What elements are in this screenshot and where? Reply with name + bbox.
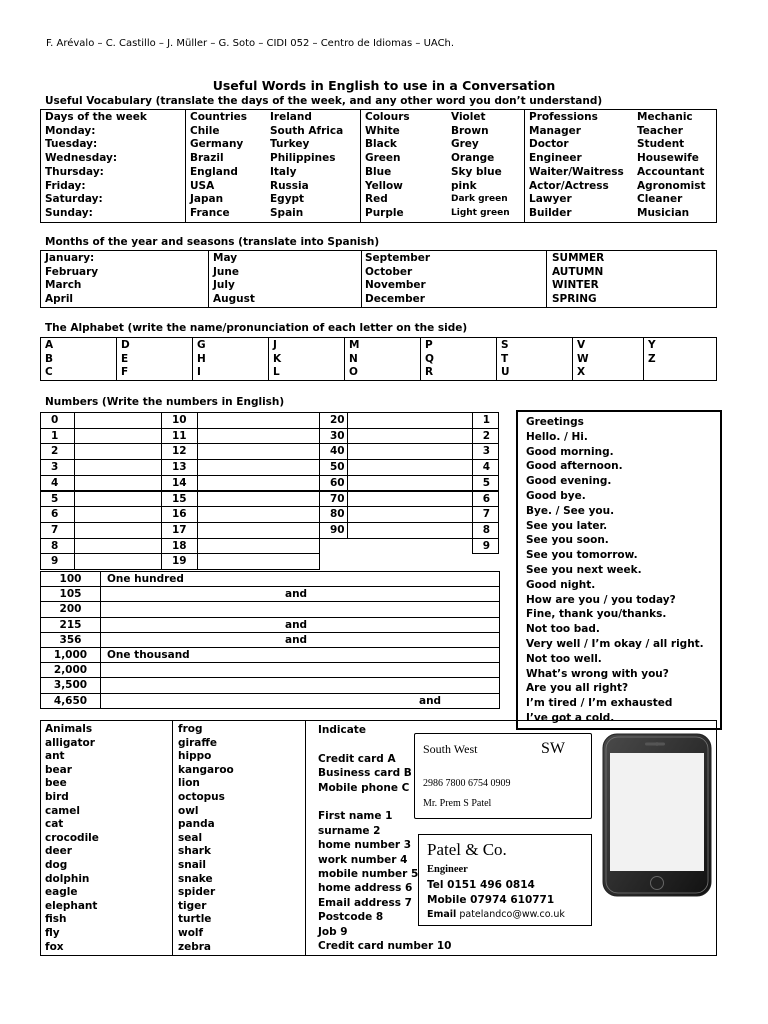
list-item: turtle <box>178 913 212 926</box>
number-answer-field[interactable] <box>347 491 473 508</box>
business-card-tel: Tel 0151 496 0814 <box>427 879 535 891</box>
number-answer-field[interactable] <box>197 412 320 429</box>
list-item: England <box>190 165 238 178</box>
colours-column-2 <box>451 111 510 221</box>
number-answer-field[interactable] <box>197 428 320 445</box>
big-number-answer-field[interactable] <box>100 632 500 648</box>
number-answer-field[interactable] <box>197 553 320 570</box>
list-item: Good morning. <box>526 445 614 458</box>
number-label: 70 <box>319 491 348 508</box>
list-item: Thursday: <box>45 165 104 178</box>
months-column-1 <box>45 252 98 307</box>
number-label: 19 <box>161 553 198 570</box>
list-item: Waiter/Waitress <box>529 165 624 178</box>
list-item: Yellow <box>365 179 403 192</box>
number-label: 0 <box>40 412 75 429</box>
header-authors: F. Arévalo – C. Castillo – J. Müller – G. Soto – CIDI 052 – Centro de Idiomas – UACh. <box>46 38 455 49</box>
alphabet-letter: C <box>45 366 53 378</box>
list-item: bear <box>45 763 72 776</box>
alphabet-letter: Y <box>648 339 656 351</box>
ordinal-number-label: 6 <box>472 491 499 508</box>
alphabet-letter: I <box>197 366 201 378</box>
list-item: Job 9 <box>318 925 348 938</box>
list-item: See you next week. <box>526 563 642 576</box>
alphabet-letter: E <box>121 352 129 365</box>
list-item: August <box>213 293 255 306</box>
list-item: Countries <box>190 111 248 123</box>
list-item: fish <box>45 913 67 926</box>
alphabet-letter: K <box>273 352 282 365</box>
business-card-job: Engineer <box>427 864 468 875</box>
list-item: Student <box>637 138 685 151</box>
number-answer-field[interactable] <box>74 553 162 570</box>
list-item: panda <box>178 818 215 831</box>
alphabet-heading: The Alphabet (write the name/pronunciation of each letter on the side) <box>45 322 468 334</box>
big-number-answer-field[interactable] <box>100 601 500 617</box>
list-item: Egypt <box>270 193 305 206</box>
number-label: 10 <box>161 412 198 429</box>
number-answer-field[interactable] <box>197 522 320 539</box>
number-label: 13 <box>161 459 198 476</box>
number-label: 16 <box>161 506 198 523</box>
list-item: Friday: <box>45 179 86 192</box>
ordinal-number-label: 9 <box>472 538 499 555</box>
list-item: SUMMER <box>552 252 605 264</box>
countries-column-1 <box>190 111 247 221</box>
big-number-answer-field[interactable] <box>100 693 500 709</box>
and-connector: and <box>285 633 308 646</box>
number-label: 1 <box>40 428 75 445</box>
list-item: deer <box>45 845 72 858</box>
months-heading: Months of the year and seasons (translate into Spanish) <box>45 236 380 248</box>
list-item: bird <box>45 790 69 803</box>
professions-column-2 <box>637 111 706 221</box>
list-item: Greetings <box>526 416 584 428</box>
big-number-answer-field[interactable] <box>100 617 500 633</box>
list-item: Mobile phone C <box>318 781 410 794</box>
number-label: 2 <box>40 443 75 460</box>
list-item: Brown <box>451 124 489 137</box>
alphabet-letter: N <box>349 352 358 365</box>
number-answer-field[interactable] <box>197 475 320 492</box>
list-item: Grey <box>451 138 479 151</box>
number-answer-field[interactable] <box>74 522 162 539</box>
list-item: snake <box>178 872 213 885</box>
colours-column-1 <box>365 111 410 221</box>
list-item: eagle <box>45 886 78 899</box>
number-answer-field[interactable] <box>74 428 162 445</box>
list-item: Professions <box>529 111 598 123</box>
number-answer-field[interactable] <box>347 443 473 460</box>
list-item: Animals <box>45 723 93 735</box>
list-item: October <box>365 265 413 278</box>
list-item: Sky blue <box>451 165 502 178</box>
ordinal-number-label: 7 <box>472 506 499 523</box>
list-item: Teacher <box>637 124 683 137</box>
list-item: Hello. / Hi. <box>526 430 588 443</box>
alphabet-table <box>40 337 717 381</box>
number-label: 60 <box>319 475 348 492</box>
list-item: frog <box>178 723 203 735</box>
list-item: mobile number 5 <box>318 868 419 881</box>
list-item: July <box>213 279 235 292</box>
list-item: work number 4 <box>318 853 408 866</box>
big-number-label: 200 <box>40 601 101 617</box>
number-answer-field[interactable] <box>197 506 320 523</box>
list-item: Germany <box>190 138 244 151</box>
big-number-label: 3,500 <box>40 677 101 693</box>
number-label: 80 <box>319 506 348 523</box>
number-label: 17 <box>161 522 198 539</box>
list-item: White <box>365 124 400 137</box>
list-item: Good afternoon. <box>526 460 623 473</box>
alphabet-letter: P <box>425 339 433 351</box>
business-card <box>418 834 592 926</box>
alphabet-letter: U <box>501 366 510 378</box>
alphabet-letter: M <box>349 339 360 351</box>
number-answer-field[interactable] <box>347 428 473 445</box>
list-item: dog <box>45 858 68 871</box>
alphabet-letter: D <box>121 339 130 351</box>
list-item: Green <box>365 152 401 165</box>
mobile-phone-icon <box>602 733 712 897</box>
number-label: 8 <box>40 538 75 555</box>
list-item: May <box>213 252 238 264</box>
credit-card-bank: South West <box>423 742 478 756</box>
mobile-phone-image <box>602 733 712 897</box>
alphabet-letter: X <box>577 366 586 378</box>
number-label: 14 <box>161 475 198 492</box>
and-connector: and <box>285 618 308 631</box>
list-item: Engineer <box>529 152 582 165</box>
list-item: seal <box>178 831 203 844</box>
big-number-label: 356 <box>40 632 101 648</box>
list-item: pink <box>451 179 477 192</box>
list-item: Turkey <box>270 138 310 151</box>
list-item: Brazil <box>190 152 224 165</box>
number-answer-field[interactable] <box>197 443 320 460</box>
big-number-answer-field[interactable] <box>100 586 500 602</box>
greetings-list <box>526 415 704 726</box>
list-item: Agronomist <box>637 179 706 192</box>
number-label: 18 <box>161 538 198 555</box>
list-item: Builder <box>529 206 572 219</box>
list-item: Purple <box>365 206 404 219</box>
alphabet-letter: F <box>121 366 129 378</box>
list-item: Red <box>365 193 388 206</box>
number-answer-field[interactable] <box>74 475 162 492</box>
list-item: Mechanic <box>637 111 693 123</box>
list-item: zebra <box>178 940 212 953</box>
list-item: Orange <box>451 152 495 165</box>
list-item: Are you all right? <box>526 682 629 695</box>
list-item: USA <box>190 179 215 192</box>
list-item: Blue <box>365 165 392 178</box>
list-item: Doctor <box>529 138 569 151</box>
ordinal-number-label: 4 <box>472 459 499 476</box>
list-item: Musician <box>637 206 690 219</box>
list-item: Credit card number 10 <box>318 940 452 953</box>
list-item: Good night. <box>526 578 596 591</box>
big-number-label: 2,000 <box>40 662 101 678</box>
number-label: 30 <box>319 428 348 445</box>
credit-card <box>414 733 592 819</box>
numbers-heading: Numbers (Write the numbers in English) <box>45 396 285 408</box>
number-answer-field[interactable] <box>197 459 320 476</box>
list-item: shark <box>178 845 211 858</box>
list-item: Tuesday: <box>45 138 98 151</box>
months-column-2 <box>213 252 255 307</box>
list-item: Violet <box>451 111 486 123</box>
list-item: Days of the week <box>45 111 147 123</box>
business-card-email-label: Email <box>427 909 457 920</box>
number-answer-field[interactable] <box>347 412 473 429</box>
number-label: 15 <box>161 491 198 508</box>
number-answer-field[interactable] <box>197 538 320 555</box>
list-item: Italy <box>270 165 297 178</box>
list-item: Wednesday: <box>45 152 118 165</box>
list-item: Saturday: <box>45 193 103 206</box>
list-item: Light green <box>451 207 510 218</box>
list-item: dolphin <box>45 872 90 885</box>
alphabet-letter: V <box>577 339 586 351</box>
list-item: ant <box>45 750 65 763</box>
list-item: WINTER <box>552 279 599 292</box>
list-item: March <box>45 279 82 292</box>
number-label: 9 <box>40 553 75 570</box>
countries-column-2 <box>270 111 343 221</box>
professions-column-1 <box>529 111 624 221</box>
list-item: cat <box>45 818 64 831</box>
credit-card-logo: SW <box>541 740 565 757</box>
list-item: I’ve got a cold. <box>526 711 615 724</box>
alphabet-letter: Q <box>425 352 434 365</box>
big-number-label: 1,000 <box>40 647 101 663</box>
number-label: 90 <box>319 522 348 539</box>
list-item: Black <box>365 138 397 151</box>
alphabet-letter: Z <box>648 352 656 365</box>
list-item: Monday: <box>45 124 96 137</box>
list-item: December <box>365 293 425 306</box>
list-item: AUTUMN <box>552 265 604 278</box>
list-item: January: <box>45 252 95 264</box>
big-number-text: One thousand <box>107 649 190 661</box>
business-card-mobile: Mobile 07974 610771 <box>427 894 555 906</box>
big-number-answer-field[interactable] <box>100 571 500 587</box>
list-item: Dark green <box>451 194 508 205</box>
and-connector: and <box>285 588 308 601</box>
list-item: wolf <box>178 926 204 939</box>
number-label: 4 <box>40 475 75 492</box>
ordinal-number-label: 1 <box>472 412 499 429</box>
number-label: 5 <box>40 491 75 508</box>
list-item: Accountant <box>637 165 705 178</box>
list-item: Actor/Actress <box>529 179 609 192</box>
alphabet-letter: H <box>197 352 206 365</box>
list-item: Fine, thank you/thanks. <box>526 608 667 621</box>
list-item: France <box>190 206 230 219</box>
list-item: Credit card A <box>318 752 396 765</box>
list-item: I’m tired / I’m exhausted <box>526 697 673 710</box>
list-item: South Africa <box>270 124 344 137</box>
list-item: owl <box>178 804 199 817</box>
number-answer-field[interactable] <box>74 443 162 460</box>
list-item: Housewife <box>637 152 699 165</box>
list-item: Very well / I’m okay / all right. <box>526 637 704 650</box>
list-item: crocodile <box>45 831 99 844</box>
alphabet-letter: O <box>349 366 358 378</box>
number-answer-field[interactable] <box>347 459 473 476</box>
list-item: Spain <box>270 206 304 219</box>
list-item: First name 1 <box>318 810 393 823</box>
list-item: Colours <box>365 111 410 123</box>
list-item: Indicate <box>318 724 366 736</box>
big-number-answer-field[interactable] <box>100 677 500 693</box>
number-answer-field[interactable] <box>74 412 162 429</box>
business-card-email: patelandco@ww.co.uk <box>459 909 565 920</box>
number-answer-field[interactable] <box>74 459 162 476</box>
seasons-column <box>552 252 604 307</box>
list-item: spider <box>178 886 216 899</box>
number-label: 7 <box>40 522 75 539</box>
list-item: elephant <box>45 899 98 912</box>
list-item: February <box>45 265 99 278</box>
big-number-answer-field[interactable] <box>100 647 500 663</box>
list-item: octopus <box>178 790 225 803</box>
list-item: Business card B <box>318 767 412 780</box>
list-item: giraffe <box>178 736 218 749</box>
animals-column-2 <box>178 723 234 954</box>
and-connector: and <box>419 694 442 707</box>
list-item: Not too well. <box>526 652 602 665</box>
vocab-heading: Useful Vocabulary (translate the days of the week, and any other word you don’t understand) <box>45 95 603 107</box>
list-item: Lawyer <box>529 193 572 206</box>
big-number-answer-field[interactable] <box>100 662 500 678</box>
list-item: Philippines <box>270 152 336 165</box>
list-item: Chile <box>190 124 220 137</box>
days-column <box>45 111 147 221</box>
list-item: See you later. <box>526 519 608 532</box>
list-item: Cleaner <box>637 193 683 206</box>
list-item: See you tomorrow. <box>526 549 638 562</box>
list-item: What’s wrong with you? <box>526 667 669 680</box>
page-title: Useful Words in English to use in a Conversation <box>212 78 556 93</box>
list-item: June <box>213 265 239 278</box>
number-label: 3 <box>40 459 75 476</box>
list-item: fly <box>45 926 60 939</box>
ordinal-number-label: 8 <box>472 522 499 539</box>
list-item: Postcode 8 <box>318 911 384 924</box>
alphabet-letter: T <box>501 352 509 365</box>
alphabet-letter: R <box>425 366 434 378</box>
list-item: Manager <box>529 124 581 137</box>
list-item: camel <box>45 804 80 817</box>
list-item: home number 3 <box>318 839 412 852</box>
alphabet-letter: L <box>273 366 280 378</box>
list-item: surname 2 <box>318 824 381 837</box>
big-number-label: 100 <box>40 571 101 587</box>
list-item: Russia <box>270 179 309 192</box>
list-item: November <box>365 279 426 292</box>
list-item: Ireland <box>270 111 312 123</box>
list-item: bee <box>45 777 67 790</box>
list-item: Bye. / See you. <box>526 504 615 517</box>
alphabet-letter: J <box>273 339 277 351</box>
big-number-text: One hundred <box>107 573 184 585</box>
number-label: 6 <box>40 506 75 523</box>
list-item: Email address 7 <box>318 896 412 909</box>
number-answer-field[interactable] <box>347 522 473 539</box>
list-item: tiger <box>178 899 207 912</box>
number-label: 11 <box>161 428 198 445</box>
list-item: April <box>45 293 74 306</box>
list-item: lion <box>178 777 200 790</box>
list-item: Japan <box>190 193 224 206</box>
alphabet-letter: W <box>577 352 589 365</box>
number-label: 50 <box>319 459 348 476</box>
list-item: fox <box>45 940 64 953</box>
number-answer-field[interactable] <box>347 506 473 523</box>
big-number-label: 215 <box>40 617 101 633</box>
ordinal-number-label: 2 <box>472 428 499 445</box>
list-item: How are you / you today? <box>526 593 676 606</box>
number-answer-field[interactable] <box>74 491 162 508</box>
alphabet-letter: B <box>45 352 54 365</box>
list-item: home address 6 <box>318 882 413 895</box>
list-item: hippo <box>178 750 212 763</box>
list-item: alligator <box>45 736 95 749</box>
animals-column-1 <box>45 723 99 954</box>
credit-card-holder: Mr. Prem S Patel <box>423 798 492 809</box>
alphabet-letter: S <box>501 339 509 351</box>
list-item: September <box>365 252 431 264</box>
credit-card-number: 2986 7800 6754 0909 <box>423 778 511 789</box>
list-item: See you soon. <box>526 534 609 547</box>
number-label: 20 <box>319 412 348 429</box>
list-item: Not too bad. <box>526 623 600 636</box>
alphabet-letter: G <box>197 339 206 351</box>
number-label: 12 <box>161 443 198 460</box>
alphabet-letter: A <box>45 339 54 351</box>
list-item: Good evening. <box>526 475 612 488</box>
ordinal-number-label: 3 <box>472 443 499 460</box>
number-answer-field[interactable] <box>74 538 162 555</box>
ordinal-number-label: 5 <box>472 475 499 492</box>
list-item: snail <box>178 858 207 871</box>
months-column-3 <box>365 252 430 307</box>
big-number-label: 105 <box>40 586 101 602</box>
list-item: SPRING <box>552 293 597 306</box>
number-answer-field[interactable] <box>347 475 473 492</box>
number-label: 40 <box>319 443 348 460</box>
list-item: Good bye. <box>526 489 586 502</box>
list-item: Sunday: <box>45 206 93 219</box>
number-answer-field[interactable] <box>197 491 320 508</box>
list-item: kangaroo <box>178 763 234 776</box>
big-number-label: 4,650 <box>40 693 101 709</box>
number-answer-field[interactable] <box>74 506 162 523</box>
business-card-company: Patel & Co. <box>427 840 507 859</box>
